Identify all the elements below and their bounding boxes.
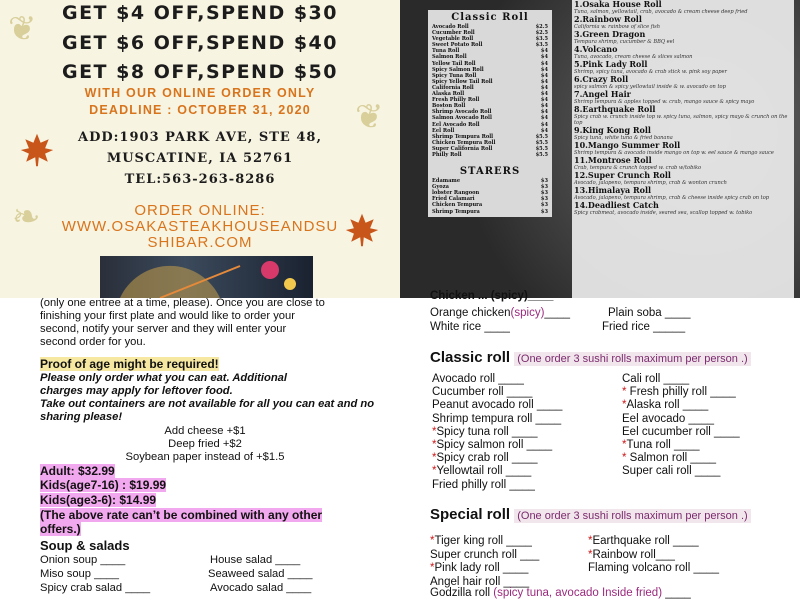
online-only-note: WITH OUR ONLINE ORDER ONLY	[84, 86, 316, 100]
special-roll-name: 8.Earthquake Roll	[574, 104, 656, 114]
special-roll-name: 3.Green Dragon	[574, 29, 646, 39]
item-name: Spicy Tuna Roll	[432, 72, 477, 79]
item-name: Gyoza	[432, 184, 449, 191]
special-roll-description: Shrimp tempura & avocado inside mango on top w. eel sauce & mango sauce	[574, 150, 774, 156]
classic-roll-title: Classic Roll	[451, 12, 529, 23]
proof-of-age-warning: Proof of age might be required!	[40, 357, 219, 371]
item-name: Sweet Potato Roll	[432, 42, 483, 49]
special-roll-heading	[430, 506, 751, 523]
special-roll-name: 11.Montrose Roll	[574, 155, 652, 165]
quantity-blank: ____	[544, 307, 571, 319]
item-name: Eel Avocado Roll	[432, 121, 480, 128]
order-item-fried-rice[interactable]: Fried rice _____	[602, 321, 686, 333]
order-roll-item[interactable]	[622, 465, 720, 477]
classic-roll-price-card	[428, 10, 552, 217]
order-roll-item[interactable]	[432, 413, 561, 425]
kids-7-16-price: Kids(age7-16) : $19.99	[40, 478, 167, 492]
item-price: $2.5	[535, 24, 548, 30]
item-name: Eel Roll	[432, 127, 455, 134]
spicy-star-icon: *	[588, 535, 593, 547]
order-roll-item[interactable]	[622, 373, 689, 385]
item-label: Orange chicken	[430, 307, 511, 319]
item-price: $5.5	[535, 139, 548, 146]
order-roll-item[interactable]	[622, 413, 714, 425]
leaf-decoration-icon: ❦	[355, 98, 384, 136]
item-label: Peanut avocado roll ____	[432, 399, 563, 412]
special-roll-name: 10.Mango Summer Roll	[574, 140, 681, 150]
spicy-star-icon: *	[622, 399, 627, 412]
policy-note: charges may apply for leftover food.	[40, 385, 233, 397]
special-roll-item	[572, 171, 794, 186]
maple-leaf-icon	[18, 132, 56, 168]
special-roll-description: Spicy crabmeat, avocado inside, seared sea, scallop topped w. tobiko	[574, 210, 753, 216]
leaf-decoration-icon: ❦	[8, 10, 37, 48]
addon-price: Deep fried +$2	[168, 438, 242, 450]
item-price: $4	[540, 54, 548, 61]
item-name: Chicken Tempura	[432, 202, 483, 209]
address-line-1: ADD:1903 PARK AVE, STE 48,	[78, 130, 322, 145]
item-price: $4	[540, 91, 548, 98]
order-item-plain-soba[interactable]: Plain soba ____	[608, 307, 691, 319]
item-name: Yellow Tail Roll	[432, 60, 476, 67]
leaf-decoration-icon: ❧	[12, 198, 41, 236]
special-roll-name: 2.Rainbow Roll	[574, 14, 642, 24]
item-label: Yellowtail roll ____	[436, 465, 532, 478]
special-roll-item	[572, 105, 794, 126]
item-name: Shrimp Tempura	[432, 208, 480, 215]
order-online-label: ORDER ONLINE:	[134, 202, 266, 219]
item-price: $3	[540, 184, 548, 191]
special-roll-description: Tuna, avocado, cream cheese & slices salmon	[574, 54, 693, 60]
item-price: $2.5	[535, 30, 548, 37]
price-row	[428, 209, 552, 215]
deadline-text: DEADLINE : OCTOBER 31, 2020	[89, 103, 311, 117]
item-label: Fresh philly roll ____	[626, 386, 736, 399]
special-roll-item	[572, 186, 794, 201]
intro-text: (only one entree at a time, please). Once you are close to	[40, 297, 325, 309]
addon-price: Soybean paper instead of +$1.5	[125, 451, 285, 463]
item-name: Alaska Roll	[432, 91, 465, 98]
order-online-url-cont[interactable]: SHIBAR.COM	[147, 234, 253, 251]
fan-decoration-icon	[100, 256, 313, 298]
intro-text: second order for you.	[40, 336, 146, 348]
special-roll-description: California w. rainbow of slice fish	[574, 24, 661, 30]
classic-roll-heading	[430, 349, 751, 366]
item-price: $4	[540, 78, 548, 85]
item-label: Super crunch roll ___	[430, 548, 540, 561]
salad-item[interactable]: Seaweed salad ____	[208, 568, 313, 580]
special-roll-name: 5.Pink Lady Roll	[574, 59, 648, 69]
order-online-url[interactable]: WWW.OSAKASTEAKHOUSEANDSU	[61, 218, 339, 235]
item-name: Philly Roll	[432, 151, 462, 158]
special-roll-item	[572, 141, 794, 156]
special-roll-item	[572, 0, 794, 15]
order-roll-item[interactable]	[430, 562, 528, 574]
item-name: lobster Rangoon	[432, 190, 480, 197]
quantity-blank: ____	[665, 587, 691, 599]
order-roll-item[interactable]	[432, 452, 537, 464]
kids-3-6-price: Kids(age3-6): $14.99	[40, 493, 157, 507]
item-price: $5.5	[535, 133, 548, 140]
item-label: Avocado roll ____	[432, 373, 524, 385]
special-roll-item	[572, 90, 794, 105]
intro-text: second, notify your server and they will enter your	[40, 323, 287, 335]
starters-title: STARERS	[459, 166, 521, 178]
item-name: Fried Calamari	[432, 196, 475, 203]
special-roll-name: 14.Deadliest Catch	[574, 200, 659, 210]
order-roll-item[interactable]	[432, 373, 524, 385]
order-roll-item[interactable]	[622, 452, 716, 464]
order-roll-item[interactable]	[622, 399, 708, 411]
special-roll-name: 13.Himalaya Roll	[574, 185, 652, 195]
item-name: Cucumber Roll	[432, 30, 475, 37]
special-roll-item	[572, 60, 794, 75]
rules-panel	[0, 298, 400, 600]
item-description: (spicy tuna, avocado Inside fried)	[493, 587, 663, 599]
spicy-star-icon: *	[622, 452, 627, 465]
order-roll-item[interactable]	[432, 465, 531, 477]
item-price: $4	[540, 115, 548, 122]
item-name: California Roll	[432, 84, 474, 91]
item-label: Eel cucumber roll ____	[622, 425, 740, 438]
item-price: $4	[540, 121, 548, 128]
deal-line: GET $8 OFF,SPEND $50	[61, 61, 339, 83]
item-price: $4	[540, 127, 548, 134]
special-roll-item	[572, 156, 794, 171]
item-label: Fried philly roll ____	[432, 478, 535, 491]
item-label: Cali roll ____	[622, 373, 690, 385]
item-price: $4	[540, 97, 548, 104]
item-label: Pink lady roll ____	[434, 562, 529, 574]
order-roll-item[interactable]	[430, 576, 529, 588]
item-name: Shrimp Avocado Roll	[432, 109, 492, 116]
item-price: $4	[540, 66, 548, 73]
item-price: $3	[540, 208, 548, 215]
item-price: $3.5	[535, 42, 548, 49]
order-roll-item[interactable]	[432, 439, 552, 451]
item-label: Tuna roll ____	[626, 439, 700, 451]
adult-price: Adult: $32.99	[40, 464, 115, 478]
address-line-2: MUSCATINE, IA 52761	[106, 151, 294, 166]
order-roll-item[interactable]	[430, 535, 532, 547]
item-label: Shrimp tempura roll ____	[432, 412, 562, 425]
item-name: Boston Roll	[432, 103, 466, 110]
special-roll-description: Spicy tuna, white tuna & fried banana	[574, 135, 673, 141]
item-label: Spicy salmon roll ____	[436, 439, 553, 451]
order-roll-item[interactable]	[432, 399, 562, 411]
item-price: $4	[540, 60, 548, 67]
order-roll-item[interactable]	[432, 479, 535, 491]
special-roll-limit-note: (One order 3 sushi rolls maximum per person .)	[514, 509, 750, 523]
item-label: Salmon roll ____	[626, 452, 716, 465]
special-roll-item	[572, 30, 794, 45]
item-price: $4	[540, 109, 548, 116]
special-roll-description: Shrimp, spicy tuna, avocado & crab stick w. pink soy paper	[574, 69, 727, 75]
spicy-star-icon: *	[430, 562, 435, 574]
salad-item[interactable]: Spicy crab salad ____	[40, 582, 151, 594]
restaurant-photo	[100, 256, 313, 298]
spicy-star-icon: *	[622, 386, 627, 399]
item-label: Spicy tuna roll ____	[436, 425, 538, 438]
item-label: Tiger king roll ____	[434, 535, 532, 547]
spicy-star-icon: *	[432, 465, 437, 478]
item-name: Spicy Salmon Roll	[432, 66, 484, 73]
special-roll-name: 7.Angel Hair	[574, 89, 631, 99]
special-roll-description: spicy salmon & spicy yellowtail inside & w. avocado on top	[574, 84, 726, 90]
item-name: Avocado Roll	[432, 24, 469, 30]
policy-note: sharing please!	[40, 411, 123, 423]
special-roll-description: Crab, tempura & crunch topped w. crab w/tobiko	[574, 165, 702, 171]
spicy-star-icon: *	[622, 439, 627, 451]
item-name: Salmon Avocado Roll	[432, 115, 492, 122]
spicy-star-icon: *	[432, 425, 437, 438]
item-price: $4	[540, 103, 548, 110]
order-roll-item[interactable]	[432, 386, 532, 398]
order-item-white-rice[interactable]: White rice ____	[430, 321, 510, 333]
item-price: $5.5	[535, 151, 548, 158]
cut-off-line: Chicken ... (spicy)____	[430, 290, 554, 302]
item-price: $4	[540, 48, 548, 55]
special-roll-name: 12.Super Crunch Roll	[574, 170, 671, 180]
item-name: Fresh Philly Roll	[432, 97, 480, 104]
item-label: Spicy crab roll ____	[436, 452, 538, 465]
deal-line: GET $4 OFF,SPEND $30	[61, 2, 339, 24]
item-label: Angel hair roll ____	[430, 575, 530, 588]
soup-item[interactable]: Onion soup ____	[40, 554, 126, 566]
item-label: Earthquake roll ____	[592, 535, 699, 547]
special-roll-description: Tuna, salmon, yellowtail, crab, avocado & cream cheese deep fried	[574, 9, 748, 15]
order-roll-item[interactable]	[588, 562, 719, 574]
order-roll-item[interactable]	[432, 426, 538, 438]
order-item-godzilla-roll[interactable]	[430, 587, 691, 599]
special-roll-item	[572, 15, 794, 30]
special-roll-description: Tempura shrimp, cucumber & BBQ eel	[574, 39, 675, 45]
spicy-star-icon: *	[432, 452, 437, 465]
special-roll-title: Special roll	[430, 506, 511, 523]
soup-salads-heading: Soup & salads	[40, 538, 130, 553]
special-roll-list	[572, 0, 794, 298]
promo-panel	[0, 0, 400, 298]
policy-note: Take out containers are not available for all you can eat and no	[40, 398, 375, 410]
special-roll-description: Avocado, jalapeno, tempura shrimp, crab & wonton crunch	[574, 180, 727, 186]
item-name: Shrimp Tempura Roll	[432, 133, 494, 140]
special-roll-item	[572, 201, 794, 216]
item-price: $3	[540, 196, 548, 203]
item-label: Alaska roll ____	[626, 399, 709, 412]
order-roll-item[interactable]	[622, 386, 736, 398]
classic-roll-limit-note: (One order 3 sushi rolls maximum per person .)	[514, 352, 750, 366]
item-label: Super cali roll ____	[622, 465, 721, 478]
order-roll-item[interactable]	[588, 535, 699, 547]
phone-number: TEL:563-263-8286	[124, 172, 276, 187]
item-price: $3	[540, 190, 548, 197]
item-price: $3.5	[535, 36, 548, 43]
price-row	[428, 152, 552, 158]
item-label: Flaming volcano roll ____	[588, 562, 720, 574]
item-label: Rainbow roll___	[592, 548, 675, 561]
item-name: Vegetable Roll	[432, 36, 474, 43]
spicy-tag: (spicy)	[510, 307, 545, 319]
item-name: Salmon Roll	[432, 54, 467, 61]
special-roll-name: 4.Volcano	[574, 44, 618, 54]
order-roll-item[interactable]	[430, 549, 539, 561]
combine-restriction: (The above rate can’t be combined with any other	[40, 508, 323, 522]
item-price: $5.5	[535, 145, 548, 152]
special-roll-name: 1.Osaka House Roll	[574, 0, 662, 9]
salad-item[interactable]: House salad ____	[210, 554, 301, 566]
special-roll-description: Spicy crab w. crunch inside top w. spicy tuna, salmon, spicy mayo & crunch on the top	[574, 114, 788, 126]
policy-note: Please only order what you can eat. Additional	[40, 372, 288, 384]
classic-roll-title: Classic roll	[430, 349, 511, 366]
special-roll-description: Avocado, jalapeno, tempura shrimp, crab & cheese inside spicy crab on top	[574, 195, 770, 201]
special-roll-item	[572, 126, 794, 141]
item-price: $4	[540, 72, 548, 79]
order-item-orange-chicken[interactable]	[430, 307, 570, 319]
special-roll-item	[572, 75, 794, 90]
spicy-star-icon: *	[430, 535, 435, 547]
menu-photo-panel	[400, 0, 800, 298]
special-roll-name: 9.King Kong Roll	[574, 125, 651, 135]
soup-item[interactable]: Miso soup ____	[40, 568, 119, 580]
item-name: Super California Roll	[432, 145, 493, 152]
spicy-star-icon: *	[432, 439, 437, 451]
intro-text: finishing your first plate and would like to order your	[40, 310, 295, 322]
order-roll-item[interactable]	[622, 426, 740, 438]
item-name: Tuna Roll	[432, 48, 460, 55]
item-name: Spicy Yellow Tail Roll	[432, 78, 493, 85]
addon-price: Add cheese +$1	[164, 425, 246, 437]
salad-item[interactable]: Avocado salad ____	[210, 582, 312, 594]
spicy-star-icon: *	[588, 548, 593, 561]
maple-leaf-icon	[343, 212, 381, 248]
order-roll-item[interactable]	[588, 549, 675, 561]
item-label: Cucumber roll ____	[432, 386, 533, 399]
item-price: $3	[540, 202, 548, 209]
combine-restriction-cont: offers.)	[40, 522, 81, 536]
order-sheet-panel	[400, 290, 800, 600]
special-roll-item	[572, 45, 794, 60]
item-label: Eel avocado ____	[622, 412, 715, 425]
item-price: $3	[540, 178, 548, 185]
item-price: $4	[540, 84, 548, 91]
item-name: Chicken Tempura Roll	[432, 139, 496, 146]
item-name: Edamame	[432, 178, 461, 185]
special-roll-name: 6.Crazy Roll	[574, 74, 629, 84]
special-roll-description: Shrimp tempura & apples topped w. crab, mango sauce & spicy mayo	[574, 99, 755, 105]
order-roll-item[interactable]	[622, 439, 700, 451]
deal-line: GET $6 OFF,SPEND $40	[61, 32, 339, 54]
item-label: Godzilla roll	[430, 587, 491, 599]
